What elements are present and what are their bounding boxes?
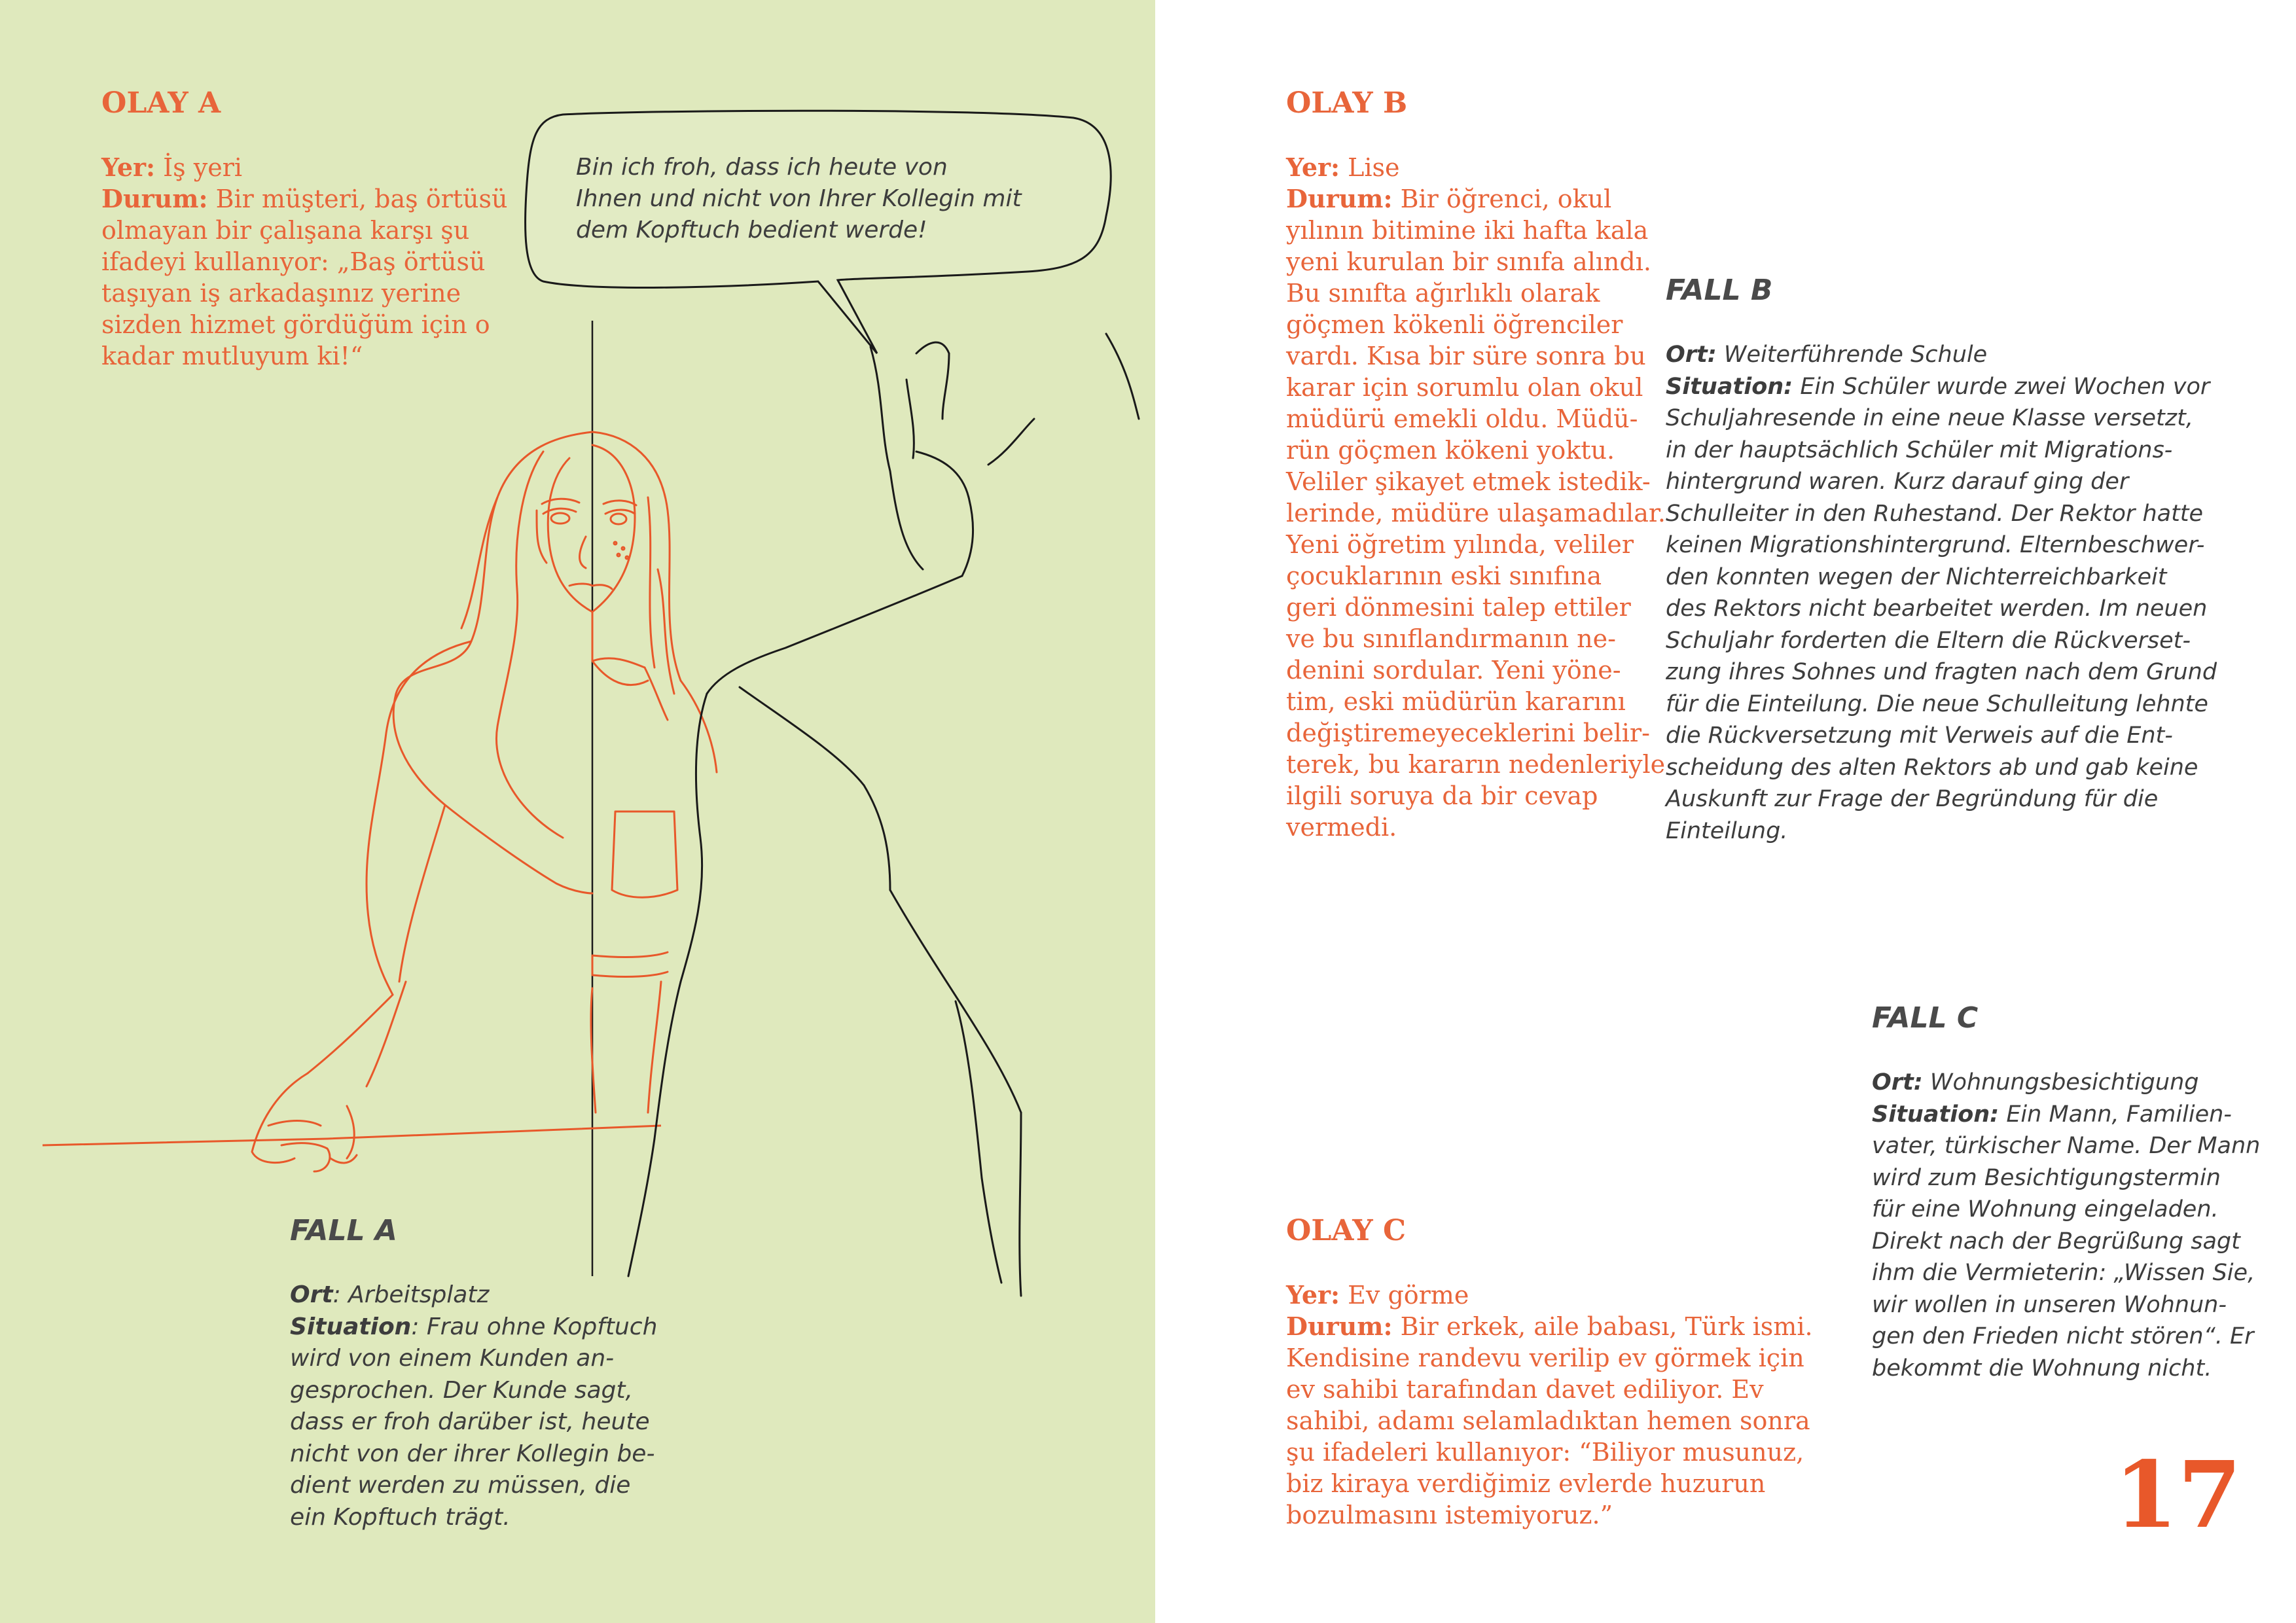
situation-line: bozulmasını istemiyoruz.” [1286, 1501, 1613, 1529]
situation-line: olmayan bir çalışana karşı şu [101, 216, 470, 245]
bubble-line: Ihnen und nicht von Ihrer Kollegin mit [576, 185, 1022, 212]
situation-line: Veliler şikayet etmek istedik- [1286, 467, 1651, 496]
place-value: Ev görme [1348, 1281, 1469, 1310]
situation-line: keinen Migrationshintergrund. Elternbeschwer- [1666, 532, 2205, 558]
situation-line: sahibi, adamı selamladıktan hemen sonra [1286, 1406, 1810, 1435]
place-label: Ort [290, 1281, 333, 1308]
situation-line: vardı. Kısa bir süre sonra bu [1286, 342, 1646, 370]
page-number: 17 [2114, 1442, 2242, 1549]
situation-line: dient werden zu müssen, die [290, 1472, 631, 1499]
situation-label: Situation [290, 1313, 412, 1340]
fall-a-heading: FALL A [290, 1214, 397, 1247]
fall-b-heading: FALL B [1666, 274, 1773, 307]
place-label: Yer: [1286, 152, 1340, 182]
situation-line: yeni kurulan bir sınıfa alındı. [1286, 247, 1651, 276]
fall-c-heading: FALL C [1872, 1001, 1979, 1035]
olay-a-heading: OLAY A [101, 86, 221, 120]
situation-line: yılının bitimine iki hafta kala [1286, 216, 1649, 245]
fall-b-situation-line [1666, 371, 2217, 403]
place-label: Yer: [1286, 1280, 1340, 1310]
situation-line: lerinde, müdüre ulaşamadılar. [1286, 499, 1666, 527]
situation-line: şu ifadeleri kullanıyor: “Biliyor musunuz, [1286, 1438, 1804, 1467]
man-illustration [628, 334, 1139, 1296]
place-value: Weiterführende Schule [1723, 342, 1988, 368]
situation-line: Einteilung. [1666, 817, 1788, 844]
situation-line: denini sordular. Yeni yöne- [1286, 656, 1621, 685]
fall-c-situation-line [1872, 1099, 2260, 1131]
situation-line: göçmen kökenli öğrenciler [1286, 310, 1623, 339]
situation-label: Durum: [1286, 184, 1393, 213]
situation-label: Durum: [101, 184, 208, 213]
situation-line: tim, eski müdürün kararını [1286, 687, 1626, 716]
olay-b-situation-line [1286, 183, 1666, 215]
situation-label: Situation: [1666, 373, 1793, 400]
situation-line: Auskunft zur Frage der Begründung für die [1666, 786, 2159, 812]
place-label: Ort: [1872, 1069, 1923, 1096]
situation-text: Bir öğrenci, okul [1400, 185, 1612, 213]
situation-line: in der hauptsächlich Schüler mit Migrations- [1666, 437, 2173, 463]
situation-text: Ein Mann, Familien- [2006, 1101, 2232, 1128]
fall-c-block [1872, 1001, 2260, 1384]
situation-line: scheidung des alten Rektors ab und gab keine [1666, 754, 2198, 781]
olay-c-place [1286, 1279, 1813, 1311]
situation-line: Yeni öğretim yılında, veliler [1286, 530, 1634, 559]
woman-illustration [252, 432, 717, 1171]
bubble-line: Bin ich froh, dass ich heute von [576, 154, 948, 181]
situation-line: wir wollen in unseren Wohnun- [1872, 1291, 2227, 1318]
situation-line: değiştiremeyeceklerini belir- [1286, 719, 1650, 747]
situation-label: Situation: [1872, 1101, 2000, 1128]
situation-line: wird von einem Kunden an- [290, 1345, 615, 1372]
olay-a-block [101, 86, 507, 372]
situation-line: terek, bu kararın nedenleriyle [1286, 750, 1666, 779]
situation-text: Bir müşteri, baş örtüsü [215, 185, 508, 213]
situation-line: müdürü emekli oldu. Müdü- [1286, 404, 1638, 433]
situation-line: dass er froh darüber ist, heute [290, 1408, 650, 1435]
place-value: : Arbeitsplatz [332, 1281, 490, 1308]
fall-a-place [290, 1279, 657, 1311]
situation-line: gen den Frieden nicht stören“. Er [1872, 1323, 2254, 1349]
situation-line: geri dönmesini talep ettiler [1286, 593, 1631, 622]
bubble-line: dem Kopftuch bedient werde! [576, 217, 927, 243]
olay-b-place [1286, 152, 1666, 183]
olay-b-block [1286, 86, 1666, 843]
place-label: Yer: [101, 152, 156, 182]
situation-line: vermedi. [1286, 813, 1397, 842]
situation-line: ifadeyi kullanıyor: „Baş örtüsü [101, 247, 486, 276]
fall-b-place [1666, 339, 2217, 371]
fall-a-block [290, 1214, 657, 1533]
fall-b-block [1666, 274, 2217, 847]
situation-line: des Rektors nicht bearbeitet werden. Im neuen [1666, 596, 2208, 622]
situation-line: ilgili soruya da bir cevap [1286, 781, 1598, 810]
situation-line: vater, türkischer Name. Der Mann [1872, 1133, 2261, 1159]
situation-line: ev sahibi tarafından davet ediliyor. Ev [1286, 1375, 1764, 1404]
situation-line: nicht von der ihrer Kollegin be- [290, 1440, 655, 1467]
situation-line: ein Kopftuch trägt. [290, 1503, 511, 1531]
situation-line: çocuklarının eski sınıfına [1286, 562, 1602, 590]
situation-line: wird zum Besichtigungstermin [1872, 1164, 2221, 1191]
situation-line: biz kiraya verdiğimiz evlerde huzurun [1286, 1469, 1766, 1498]
olay-c-situation-line [1286, 1311, 1813, 1342]
situation-text: Ein Schüler wurde zwei Wochen vor [1800, 373, 2210, 400]
situation-line: rün göçmen kökeni yoktu. [1286, 436, 1615, 465]
situation-text: Bir erkek, aile babası, Türk ismi. [1400, 1312, 1813, 1341]
situation-line: Schuljahr forderten die Eltern die Rückverset- [1666, 627, 2191, 654]
place-value: İş yeri [163, 153, 243, 182]
olay-c-heading: OLAY C [1286, 1214, 1406, 1247]
place-label: Ort: [1666, 342, 1717, 368]
place-value: Lise [1348, 153, 1400, 182]
situation-line: für eine Wohnung eingeladen. [1872, 1196, 2219, 1222]
situation-line: den konnten wegen der Nichterreichbarkeit [1666, 563, 2167, 590]
situation-line: ve bu sınıflandırmanın ne- [1286, 624, 1616, 653]
situation-line: kadar mutluyum ki!“ [101, 342, 363, 370]
situation-line: Bu sınıfta ağırlıklı olarak [1286, 279, 1600, 308]
situation-line: hintergrund waren. Kurz darauf ging der [1666, 469, 2129, 495]
situation-line: die Rückversetzung mit Verweis auf die Ent- [1666, 722, 2173, 749]
situation-line: Schuljahresende in eine neue Klasse versetzt, [1666, 405, 2193, 431]
situation-line: bekommt die Wohnung nicht. [1872, 1355, 2212, 1382]
fall-c-place [1872, 1067, 2260, 1099]
situation-label: Durum: [1286, 1311, 1393, 1341]
situation-line: taşıyan iş arkadaşınız yerine [101, 279, 461, 308]
counter-line [43, 1126, 661, 1145]
olay-c-block [1286, 1214, 1813, 1531]
situation-line: Direkt nach der Begrüßung sagt [1872, 1228, 2240, 1255]
fall-a-situation-line [290, 1311, 657, 1344]
situation-line: gesprochen. Der Kunde sagt, [290, 1376, 633, 1404]
situation-line: ihm die Vermieterin: „Wissen Sie, [1872, 1260, 2255, 1286]
situation-line: sizden hizmet gördüğüm için o [101, 310, 490, 339]
speech-bubble-text [576, 152, 1022, 246]
situation-text: : Frau ohne Kopftuch [411, 1313, 658, 1340]
situation-line: karar için sorumlu olan okul [1286, 373, 1643, 402]
place-value: Wohnungsbesichtigung [1929, 1069, 2199, 1096]
situation-line: zung ihres Sohnes und fragten nach dem Grund [1666, 659, 2217, 685]
situation-line: Kendisine randevu verilip ev görmek için [1286, 1344, 1804, 1372]
situation-line: Schulleiter in den Ruhestand. Der Rektor hatte [1666, 500, 2204, 527]
situation-line: für die Einteilung. Die neue Schulleitung lehnte [1666, 690, 2208, 717]
olay-b-heading: OLAY B [1286, 86, 1408, 120]
olay-a-situation-line [101, 183, 507, 215]
olay-a-place [101, 152, 507, 183]
